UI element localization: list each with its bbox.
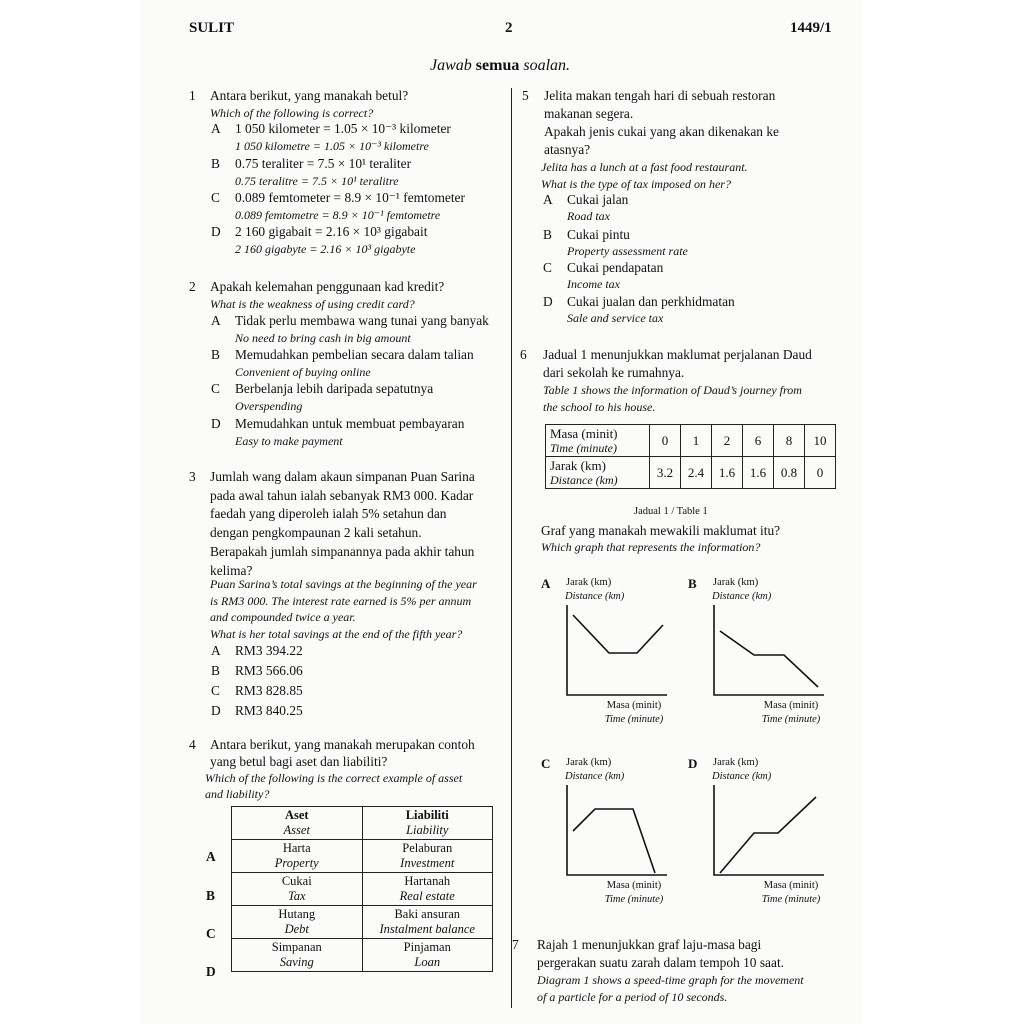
option-letter: C: [543, 260, 552, 275]
question-text-line: dari sekolah ke rumahnya.: [543, 365, 685, 380]
question-text-line: Jumlah wang dalam akaun simpanan Puan Sarina: [210, 469, 475, 484]
graph-y-label-en: Distance (km): [565, 591, 625, 602]
option-letter: C: [206, 926, 216, 941]
question-6-prompt-en: Which graph that represents the information?: [541, 540, 761, 554]
option-text: Cukai pintu: [567, 227, 630, 242]
option-letter: D: [543, 294, 553, 309]
option-text-en: Sale and service tax: [567, 311, 664, 325]
distance-time-graph: [712, 605, 826, 699]
question-text-line: makanan segera.: [544, 106, 634, 121]
question-text-line-en: is RM3 000. The interest rate earned is 5% per annum: [210, 593, 472, 608]
option-text: RM3 394.22: [235, 643, 303, 658]
question-text-line: atasnya?: [544, 142, 591, 157]
question-text-line: Rajah 1 menunjukkan graf laju-masa bagi: [537, 937, 762, 952]
question-text-line-en: Table 1 shows the information of Daud’s journey from: [543, 383, 802, 397]
option-letter: A: [211, 313, 221, 328]
question-text-line-en: What is the type of tax imposed on her?: [541, 176, 731, 191]
option-letter: B: [543, 227, 552, 242]
column-divider: [511, 88, 512, 1008]
option-text: 2 160 gigabait = 2.16 × 10³ gigabait: [235, 224, 428, 239]
option-text-en: Road tax: [567, 209, 610, 223]
table-cell: 0: [650, 425, 681, 457]
option-letter: B: [206, 888, 215, 903]
graph-option-letter: C: [541, 756, 551, 771]
option-text: Berbelanja lebih daripada sepatutnya: [235, 381, 434, 396]
option-text: RM3 828.85: [235, 683, 303, 698]
instruction: Jawab semua soalan.: [430, 57, 571, 74]
table-cell: 0.8: [774, 457, 805, 489]
option-text: Cukai pendapatan: [567, 260, 664, 275]
option-text: Memudahkan pembelian secara dalam talian: [235, 347, 474, 362]
graph-y-label-en: Distance (km): [712, 771, 772, 782]
option-letter: B: [211, 347, 220, 362]
graph-x-label-en: Time (minute): [761, 894, 821, 905]
scan-margin-left: [0, 0, 140, 1024]
option-text-en: 1 050 kilometre = 1.05 × 10⁻³ kilometre: [235, 139, 429, 153]
option-text: Cukai jualan dan perkhidmatan: [567, 294, 735, 309]
question-text-line-en: the school to his house.: [543, 400, 656, 414]
question-text-line: dengan pengkompaunan 2 kali setahun.: [210, 525, 422, 541]
graph-x-label: Masa (minit): [763, 700, 819, 711]
graph-x-label-en: Time (minute): [604, 894, 664, 905]
table-row: Jarak (km) Distance (km) 3.2 2.4 1.6 1.6 0.8 0: [546, 457, 836, 489]
distance-time-graph: [565, 605, 669, 699]
option-letter: C: [211, 381, 220, 396]
option-text-en: Easy to make payment: [235, 434, 343, 448]
option-letter: A: [211, 121, 221, 136]
option-text: 0.75 teraliter = 7.5 × 10¹ teraliter: [235, 156, 412, 171]
option-letter: A: [543, 192, 553, 207]
question-6-prompt: Graf yang manakah mewakili maklumat itu?: [541, 523, 781, 538]
graph-axes: [567, 785, 667, 875]
graph-x-label-en: Time (minute): [604, 714, 664, 725]
option-letter: D: [211, 703, 221, 718]
paper-code: 1449/1: [790, 20, 832, 36]
graph-y-label-en: Distance (km): [565, 771, 625, 782]
question-text-line: yang betul bagi aset dan liabiliti?: [210, 754, 388, 769]
option-letter: D: [206, 964, 216, 979]
option-text: 0.089 femtometer = 8.9 × 10⁻¹ femtometer: [235, 190, 465, 205]
graph-x-label: Masa (minit): [763, 880, 819, 891]
option-text-en: 0.75 teralitre = 7.5 × 10¹ teralitre: [235, 174, 399, 188]
option-text-en: No need to bring cash in big amount: [235, 331, 411, 345]
graph-y-label: Jarak (km): [713, 757, 759, 768]
option-text: Tidak perlu membawa wang tunai yang banyak: [235, 313, 489, 328]
option-letter: C: [211, 683, 220, 698]
table-caption: Jadual 1 / Table 1: [634, 506, 708, 517]
table-cell: 0: [805, 457, 836, 489]
graph-option-letter: A: [541, 576, 551, 591]
option-letter: A: [211, 643, 221, 658]
graph-x-label: Masa (minit): [606, 880, 662, 891]
option-text-en: Property assessment rate: [567, 244, 688, 258]
graph-x-label: Masa (minit): [606, 700, 662, 711]
option-text: RM3 566.06: [235, 663, 303, 678]
question-text-line-en: Which of the following is the correct example of asset: [205, 771, 463, 785]
header-classification: SULIT: [189, 20, 235, 36]
option-text: RM3 840.25: [235, 703, 303, 718]
question-text-line: Berapakah jumlah simpanannya pada akhir tahun: [210, 543, 475, 559]
option-letter: B: [211, 156, 220, 171]
graph-line: [573, 809, 655, 873]
option-letter: C: [211, 190, 220, 205]
question-text-line: Jadual 1 menunjukkan maklumat perjalanan Daud: [543, 347, 812, 362]
table-cell: 8: [774, 425, 805, 457]
question-text-line: pergerakan suatu zarah dalam tempoh 10 saat.: [537, 955, 785, 970]
question-text-line: Apakah jenis cukai yang akan dikenakan ke: [544, 124, 779, 139]
question-text-line-en: Diagram 1 shows a speed-time graph for the movement: [537, 973, 804, 987]
journey-table: [545, 424, 836, 489]
table-cell: 10: [805, 425, 836, 457]
graph-line: [720, 797, 816, 873]
page-number: 2: [505, 20, 513, 36]
option-text: Memudahkan untuk membuat pembayaran: [235, 416, 465, 431]
graph-line: [720, 631, 818, 687]
asset-liability-table: Aset Asset Liabiliti Liability Harta Property Pelaburan Investment Cukai Tax Hartanah Real estate Hutang Debt Baki ansuran Instalment balance Simpanan Saving Pinjaman Loan: [231, 806, 493, 972]
table-cell: 6: [743, 425, 774, 457]
table-cell: 2.4: [681, 457, 712, 489]
table-cell: 2: [712, 425, 743, 457]
option-letter: D: [211, 224, 221, 239]
graph-x-label-en: Time (minute): [761, 714, 821, 725]
distance-time-graph: [565, 785, 669, 879]
table-cell: 3.2: [650, 457, 681, 489]
option-letter: B: [211, 663, 220, 678]
option-text-en: 2 160 gigabyte = 2.16 × 10³ gigabyte: [235, 242, 416, 256]
question-text-line: pada awal tahun ialah sebanyak RM3 000. Kadar: [210, 487, 474, 503]
question-text-line-en: What is her total savings at the end of the fifth year?: [210, 626, 463, 641]
question-text-line-en: and liability?: [205, 787, 270, 801]
graph-y-label: Jarak (km): [713, 577, 759, 588]
table-row: Masa (minit) Time (minute) 0 1 2 6 8 10: [546, 425, 836, 457]
graph-line: [573, 615, 663, 653]
question-text-line-en: Puan Sarina’s total savings at the beginning of the year: [210, 577, 477, 591]
option-letter: A: [206, 849, 216, 864]
question-text-line-en: Jelita has a lunch at a fast food restaurant.: [541, 160, 748, 174]
graph-axes: [714, 605, 824, 695]
question-text-line-en: of a particle for a period of 10 seconds.: [537, 990, 728, 1004]
option-text-en: Income tax: [567, 277, 620, 291]
scan-margin-right: [862, 0, 1024, 1024]
graph-y-label-en: Distance (km): [712, 591, 772, 602]
graph-axes: [567, 605, 667, 695]
option-text: Cukai jalan: [567, 192, 629, 207]
table-row: Simpanan Saving Pinjaman Loan: [232, 939, 493, 972]
table-row: Cukai Tax Hartanah Real estate: [232, 873, 493, 906]
option-text: 1 050 kilometer = 1.05 × 10⁻³ kilometer: [235, 121, 451, 136]
option-text-en: Convenient of buying online: [235, 365, 371, 379]
graph-y-label: Jarak (km): [566, 577, 612, 588]
option-text-en: Overspending: [235, 399, 303, 413]
distance-time-graph: [712, 785, 826, 879]
question-text-line: Antara berikut, yang manakah merupakan contoh: [210, 737, 475, 752]
question-text-line: faedah yang diperoleh ialah 5% setahun dan: [210, 506, 447, 522]
graph-option-letter: B: [688, 576, 697, 591]
table-cell: 1.6: [712, 457, 743, 489]
graph-y-label: Jarak (km): [566, 757, 612, 768]
option-letter: D: [211, 416, 221, 431]
question-text-line: Jelita makan tengah hari di sebuah restoran: [544, 88, 776, 103]
table-cell: 1: [681, 425, 712, 457]
question-text-line-en: and compounded twice a year.: [210, 610, 356, 624]
table-row: Hutang Debt Baki ansuran Instalment balance: [232, 906, 493, 939]
option-text-en: 0.089 femtometre = 8.9 × 10⁻¹ femtometre: [235, 208, 441, 222]
graph-option-letter: D: [688, 756, 698, 771]
question-text-line: kelima?: [210, 562, 253, 578]
table-row: Harta Property Pelaburan Investment: [232, 840, 493, 873]
table-cell: 1.6: [743, 457, 774, 489]
